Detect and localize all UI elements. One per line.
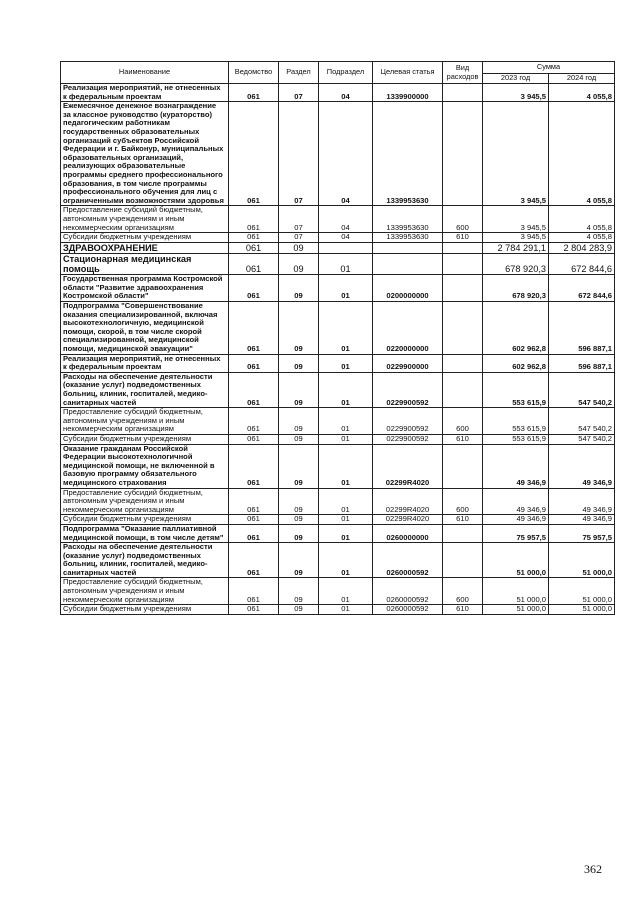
cell-vedomstvo: 061 bbox=[229, 372, 279, 407]
cell-vid-raskhodov: 600 bbox=[443, 408, 483, 435]
header-razdel: Раздел bbox=[279, 62, 319, 84]
cell-vedomstvo: 061 bbox=[229, 578, 279, 605]
table-row bbox=[61, 488, 615, 515]
cell-vid-raskhodov bbox=[443, 524, 483, 542]
cell-podrazdel: 04 bbox=[319, 233, 373, 243]
cell-sum-2024: 49 346,9 bbox=[549, 488, 615, 515]
budget-document bbox=[60, 61, 614, 615]
cell-celevaya-statya: 0229900592 bbox=[373, 408, 443, 435]
cell-razdel: 09 bbox=[279, 578, 319, 605]
cell-vedomstvo: 061 bbox=[229, 524, 279, 542]
cell-sum-2023: 49 346,9 bbox=[483, 444, 549, 488]
cell-podrazdel: 01 bbox=[319, 354, 373, 372]
cell-razdel: 09 bbox=[279, 354, 319, 372]
cell-vid-raskhodov: 610 bbox=[443, 233, 483, 243]
cell-celevaya-statya bbox=[373, 242, 443, 253]
table-row bbox=[61, 543, 615, 578]
cell-vedomstvo: 061 bbox=[229, 302, 279, 355]
cell-podrazdel: 01 bbox=[319, 434, 373, 444]
cell-razdel: 07 bbox=[279, 102, 319, 206]
header-year-2024: 2024 год bbox=[549, 74, 615, 84]
cell-sum-2024: 51 000,0 bbox=[549, 605, 615, 615]
cell-sum-2023: 51 000,0 bbox=[483, 578, 549, 605]
cell-razdel: 07 bbox=[279, 233, 319, 243]
cell-podrazdel: 01 bbox=[319, 253, 373, 274]
table-row bbox=[61, 372, 615, 407]
cell-razdel: 09 bbox=[279, 543, 319, 578]
cell-vedomstvo: 061 bbox=[229, 605, 279, 615]
cell-podrazdel: 01 bbox=[319, 524, 373, 542]
cell-sum-2023: 75 957,5 bbox=[483, 524, 549, 542]
table-row bbox=[61, 444, 615, 488]
cell-sum-2023: 602 962,8 bbox=[483, 302, 549, 355]
table-row bbox=[61, 515, 615, 525]
cell-sum-2023: 2 784 291,1 bbox=[483, 242, 549, 253]
cell-sum-2023: 678 920,3 bbox=[483, 275, 549, 302]
cell-celevaya-statya: 1339953630 bbox=[373, 102, 443, 206]
cell-sum-2024: 2 804 283,9 bbox=[549, 242, 615, 253]
cell-name: Реализация мероприятий, не отнесенных к федеральным проектам bbox=[61, 84, 229, 102]
cell-vid-raskhodov bbox=[443, 275, 483, 302]
cell-celevaya-statya: 0229900592 bbox=[373, 434, 443, 444]
cell-razdel: 09 bbox=[279, 253, 319, 274]
cell-sum-2023: 51 000,0 bbox=[483, 605, 549, 615]
cell-vedomstvo: 061 bbox=[229, 233, 279, 243]
cell-vid-raskhodov bbox=[443, 372, 483, 407]
cell-name: Субсидии бюджетным учреждениям bbox=[61, 515, 229, 525]
cell-vid-raskhodov bbox=[443, 354, 483, 372]
cell-podrazdel: 01 bbox=[319, 488, 373, 515]
cell-sum-2024: 596 887,1 bbox=[549, 302, 615, 355]
cell-name: Расходы на обеспечение деятельности (оказание услуг) подведомственных больниц, клиник, госпиталей, медико-санитарных частей bbox=[61, 543, 229, 578]
table-row bbox=[61, 242, 615, 253]
cell-name: Расходы на обеспечение деятельности (оказание услуг) подведомственных больниц, клиник, госпиталей, медико-санитарных частей bbox=[61, 372, 229, 407]
cell-podrazdel: 01 bbox=[319, 578, 373, 605]
cell-razdel: 09 bbox=[279, 515, 319, 525]
cell-podrazdel: 01 bbox=[319, 543, 373, 578]
cell-name: Субсидии бюджетным учреждениям bbox=[61, 434, 229, 444]
cell-celevaya-statya: 0200000000 bbox=[373, 275, 443, 302]
cell-name: Предоставление субсидий бюджетным, автономным учреждениям и иным некоммерческим организациям bbox=[61, 578, 229, 605]
cell-vedomstvo: 061 bbox=[229, 408, 279, 435]
header-summa: Сумма bbox=[483, 62, 615, 74]
cell-sum-2024: 75 957,5 bbox=[549, 524, 615, 542]
table-row bbox=[61, 233, 615, 243]
cell-celevaya-statya: 02299R4020 bbox=[373, 488, 443, 515]
cell-celevaya-statya: 02299R4020 bbox=[373, 444, 443, 488]
cell-celevaya-statya: 1339953630 bbox=[373, 206, 443, 233]
cell-vid-raskhodov: 610 bbox=[443, 434, 483, 444]
cell-vid-raskhodov: 610 bbox=[443, 605, 483, 615]
cell-vedomstvo: 061 bbox=[229, 206, 279, 233]
cell-podrazdel: 04 bbox=[319, 206, 373, 233]
cell-podrazdel: 04 bbox=[319, 84, 373, 102]
cell-celevaya-statya: 0260000592 bbox=[373, 605, 443, 615]
cell-sum-2023: 553 615,9 bbox=[483, 408, 549, 435]
cell-vedomstvo: 061 bbox=[229, 84, 279, 102]
table-row bbox=[61, 434, 615, 444]
cell-podrazdel: 01 bbox=[319, 408, 373, 435]
cell-celevaya-statya: 0229900000 bbox=[373, 354, 443, 372]
cell-celevaya-statya: 0260000000 bbox=[373, 524, 443, 542]
cell-podrazdel: 01 bbox=[319, 275, 373, 302]
cell-name: Оказание гражданам Российской Федерации высокотехнологичной медицинской помощи, не включенной в базовую программу обязательного медицинского страхования bbox=[61, 444, 229, 488]
cell-vid-raskhodov bbox=[443, 102, 483, 206]
page-number: 362 bbox=[584, 862, 602, 876]
cell-sum-2023: 49 346,9 bbox=[483, 515, 549, 525]
cell-razdel: 09 bbox=[279, 242, 319, 253]
cell-name: Ежемесячное денежное вознаграждение за классное руководство (кураторство) педагогическим работникам государственных образовательных организаций субъектов Российской Федерации и г. Байконур, муниципальных образовательных организаций, реализующих образовательные программы среднего профессионального образования, в том числе программы профессионального обучения для лиц с ограниченными возможностями здоровья bbox=[61, 102, 229, 206]
cell-name: ЗДРАВООХРАНЕНИЕ bbox=[61, 242, 229, 253]
cell-celevaya-statya: 0260000592 bbox=[373, 578, 443, 605]
cell-razdel: 09 bbox=[279, 488, 319, 515]
cell-sum-2024: 4 055,8 bbox=[549, 102, 615, 206]
cell-razdel: 07 bbox=[279, 84, 319, 102]
cell-razdel: 09 bbox=[279, 434, 319, 444]
cell-vid-raskhodov bbox=[443, 242, 483, 253]
cell-vedomstvo: 061 bbox=[229, 434, 279, 444]
cell-sum-2023: 553 615,9 bbox=[483, 372, 549, 407]
header-celevaya-statya: Целевая статья bbox=[373, 62, 443, 84]
cell-sum-2023: 3 945,5 bbox=[483, 233, 549, 243]
cell-sum-2023: 3 945,5 bbox=[483, 102, 549, 206]
header-name: Наименование bbox=[61, 62, 229, 84]
table-row bbox=[61, 524, 615, 542]
table-row bbox=[61, 354, 615, 372]
cell-podrazdel: 01 bbox=[319, 444, 373, 488]
cell-vid-raskhodov bbox=[443, 444, 483, 488]
cell-vid-raskhodov: 600 bbox=[443, 488, 483, 515]
table-row bbox=[61, 102, 615, 206]
cell-vedomstvo: 061 bbox=[229, 488, 279, 515]
cell-razdel: 09 bbox=[279, 372, 319, 407]
table-row bbox=[61, 84, 615, 102]
cell-vedomstvo: 061 bbox=[229, 102, 279, 206]
cell-razdel: 09 bbox=[279, 302, 319, 355]
cell-name: Предоставление субсидий бюджетным, автономным учреждениям и иным некоммерческим организациям bbox=[61, 488, 229, 515]
cell-vedomstvo: 061 bbox=[229, 515, 279, 525]
cell-celevaya-statya: 0260000592 bbox=[373, 543, 443, 578]
cell-vedomstvo: 061 bbox=[229, 275, 279, 302]
table-row bbox=[61, 578, 615, 605]
cell-podrazdel: 04 bbox=[319, 102, 373, 206]
cell-vid-raskhodov bbox=[443, 302, 483, 355]
cell-sum-2023: 553 615,9 bbox=[483, 434, 549, 444]
cell-vid-raskhodov bbox=[443, 253, 483, 274]
table-row bbox=[61, 408, 615, 435]
cell-vid-raskhodov: 610 bbox=[443, 515, 483, 525]
cell-celevaya-statya bbox=[373, 253, 443, 274]
header-podrazdel: Подраздел bbox=[319, 62, 373, 84]
table-row bbox=[61, 275, 615, 302]
cell-sum-2023: 3 945,5 bbox=[483, 206, 549, 233]
cell-vedomstvo: 061 bbox=[229, 543, 279, 578]
cell-sum-2024: 49 346,9 bbox=[549, 444, 615, 488]
header-year-2023: 2023 год bbox=[483, 74, 549, 84]
cell-name: Государственная программа Костромской области "Развитие здравоохранения Костромской области" bbox=[61, 275, 229, 302]
cell-celevaya-statya: 0220000000 bbox=[373, 302, 443, 355]
cell-podrazdel bbox=[319, 242, 373, 253]
cell-razdel: 09 bbox=[279, 524, 319, 542]
cell-sum-2023: 51 000,0 bbox=[483, 543, 549, 578]
cell-sum-2024: 672 844,6 bbox=[549, 275, 615, 302]
cell-sum-2024: 51 000,0 bbox=[549, 543, 615, 578]
cell-podrazdel: 01 bbox=[319, 372, 373, 407]
header-vedomstvo: Ведомство bbox=[229, 62, 279, 84]
cell-sum-2024: 596 887,1 bbox=[549, 354, 615, 372]
cell-sum-2023: 49 346,9 bbox=[483, 488, 549, 515]
cell-sum-2024: 51 000,0 bbox=[549, 578, 615, 605]
cell-name: Предоставление субсидий бюджетным, автономным учреждениям и иным некоммерческим организациям bbox=[61, 206, 229, 233]
cell-vedomstvo: 061 bbox=[229, 354, 279, 372]
table-row bbox=[61, 605, 615, 615]
cell-sum-2024: 4 055,8 bbox=[549, 233, 615, 243]
cell-celevaya-statya: 1339900000 bbox=[373, 84, 443, 102]
cell-podrazdel: 01 bbox=[319, 605, 373, 615]
table-row bbox=[61, 206, 615, 233]
cell-vedomstvo: 061 bbox=[229, 444, 279, 488]
cell-sum-2024: 4 055,8 bbox=[549, 206, 615, 233]
cell-name: Субсидии бюджетным учреждениям bbox=[61, 605, 229, 615]
cell-podrazdel: 01 bbox=[319, 515, 373, 525]
cell-sum-2024: 547 540,2 bbox=[549, 372, 615, 407]
cell-sum-2024: 672 844,6 bbox=[549, 253, 615, 274]
table-body bbox=[61, 84, 615, 615]
cell-vid-raskhodov: 600 bbox=[443, 206, 483, 233]
table-row bbox=[61, 253, 615, 274]
cell-name: Реализация мероприятий, не отнесенных к федеральным проектам bbox=[61, 354, 229, 372]
cell-name: Подпрограмма "Оказание паллиативной медицинской помощи, в том числе детям" bbox=[61, 524, 229, 542]
cell-razdel: 09 bbox=[279, 275, 319, 302]
cell-razdel: 09 bbox=[279, 444, 319, 488]
cell-vid-raskhodov bbox=[443, 84, 483, 102]
cell-celevaya-statya: 02299R4020 bbox=[373, 515, 443, 525]
cell-sum-2023: 678 920,3 bbox=[483, 253, 549, 274]
budget-table bbox=[60, 61, 615, 615]
table-row bbox=[61, 302, 615, 355]
cell-celevaya-statya: 0229900592 bbox=[373, 372, 443, 407]
header-vid-raskhodov: Вид расходов bbox=[443, 62, 483, 84]
cell-podrazdel: 01 bbox=[319, 302, 373, 355]
cell-name: Стационарная медицинская помощь bbox=[61, 253, 229, 274]
cell-vid-raskhodov bbox=[443, 543, 483, 578]
cell-name: Подпрограмма "Совершенствование оказания специализированной, включая высокотехнологичную, медицинской помощи, скорой, в том числе скорой специализированной, медицинской помощи, медицинской эвакуации" bbox=[61, 302, 229, 355]
cell-name: Предоставление субсидий бюджетным, автономным учреждениям и иным некоммерческим организациям bbox=[61, 408, 229, 435]
cell-name: Субсидии бюджетным учреждениям bbox=[61, 233, 229, 243]
cell-razdel: 09 bbox=[279, 605, 319, 615]
cell-sum-2024: 547 540,2 bbox=[549, 408, 615, 435]
cell-vedomstvo: 061 bbox=[229, 253, 279, 274]
cell-sum-2024: 49 346,9 bbox=[549, 515, 615, 525]
cell-vid-raskhodov: 600 bbox=[443, 578, 483, 605]
cell-razdel: 07 bbox=[279, 206, 319, 233]
cell-sum-2024: 547 540,2 bbox=[549, 434, 615, 444]
cell-vedomstvo: 061 bbox=[229, 242, 279, 253]
cell-razdel: 09 bbox=[279, 408, 319, 435]
cell-sum-2023: 3 945,5 bbox=[483, 84, 549, 102]
cell-sum-2023: 602 962,8 bbox=[483, 354, 549, 372]
cell-celevaya-statya: 1339953630 bbox=[373, 233, 443, 243]
cell-sum-2024: 4 055,8 bbox=[549, 84, 615, 102]
